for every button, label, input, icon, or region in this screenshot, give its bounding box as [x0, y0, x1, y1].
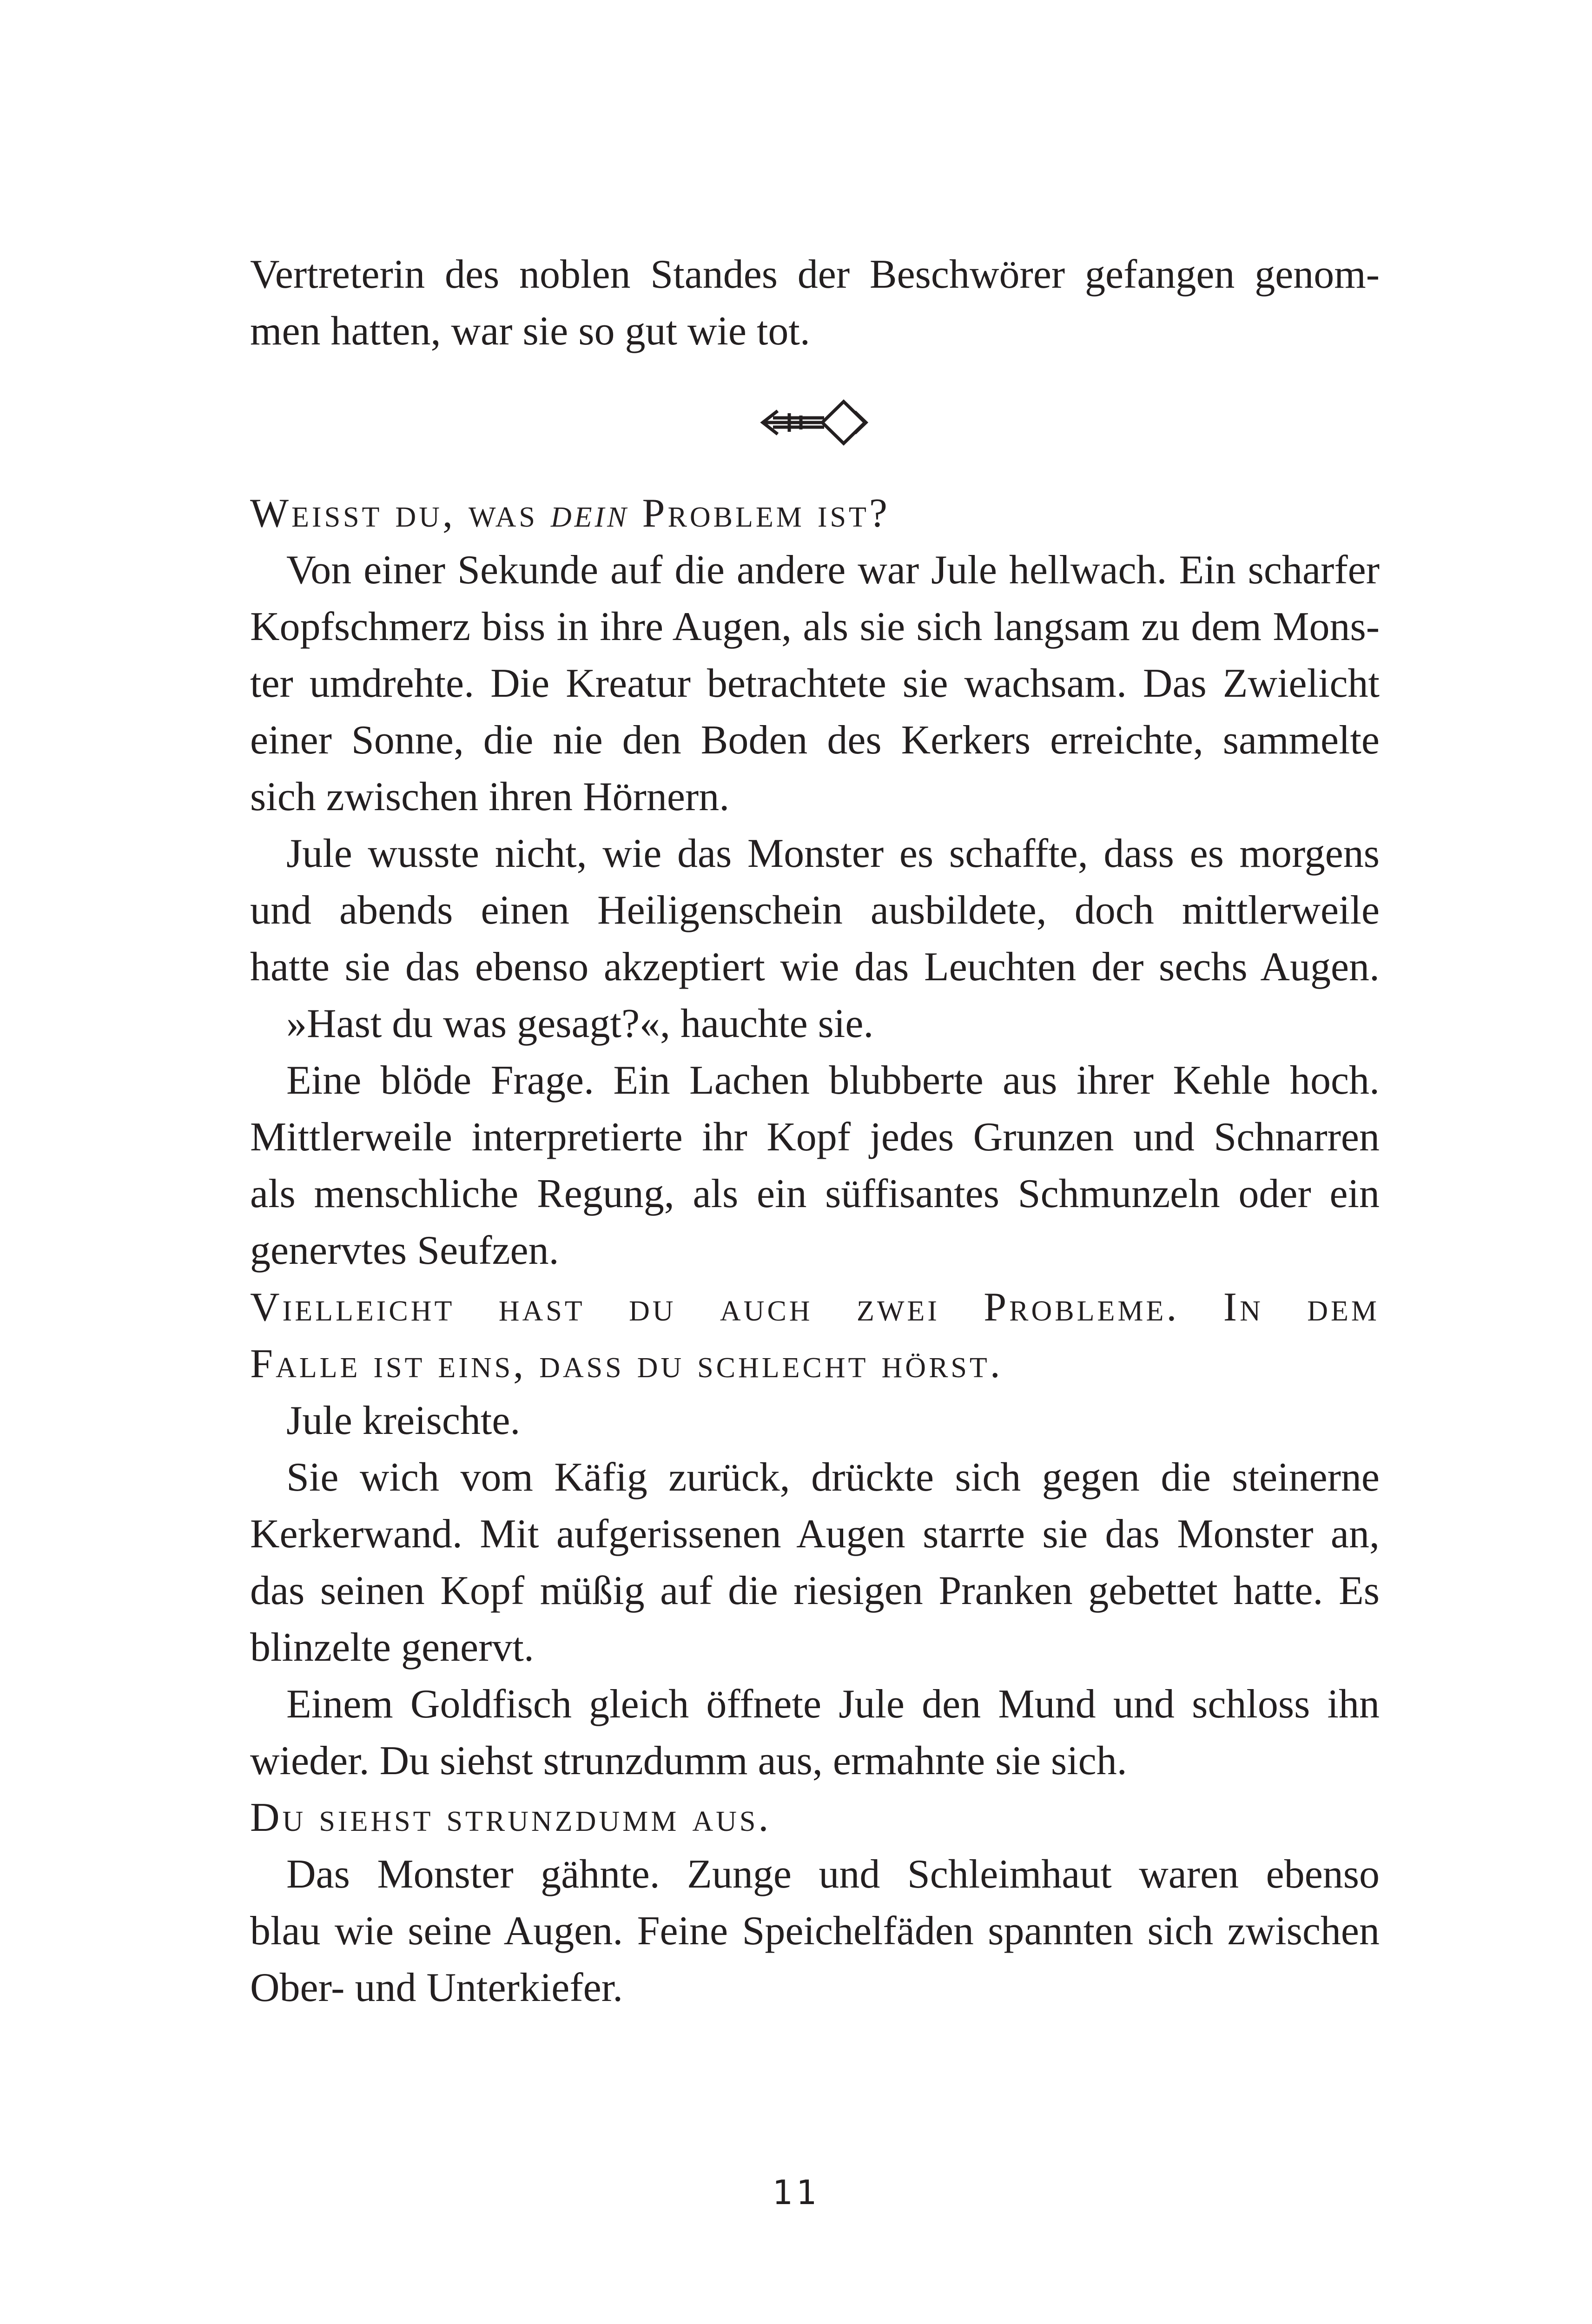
text-line: ter umdrehte. Die Kreatur betrachtete sie wachsam. Das Zwielicht	[250, 661, 1380, 706]
text-line: einer Sonne, die nie den Boden des Kerkers erreichte, sammelte	[250, 718, 1380, 763]
text-line: das seinen Kopf müßig auf die riesigen Pranken gebettet hatte. Es	[250, 1568, 1380, 1613]
paragraph-5	[250, 1393, 1380, 1449]
text-line: und abends einen Heiligenschein ausbildete, doch mittlerweile	[250, 888, 1380, 933]
text-line: genervtes Seufzen.	[250, 1228, 559, 1273]
text-line: Eine blöde Frage. Ein Lachen blubberte aus ihrer Kehle hoch.	[286, 1058, 1380, 1103]
text-line: sich zwischen ihren Hörnern.	[250, 774, 730, 819]
text-line: men hatten, war sie so gut wie tot.	[250, 309, 810, 354]
paragraph-7	[250, 1676, 1380, 1789]
paragraph-6	[250, 1449, 1380, 1676]
paragraph-3	[250, 996, 1380, 1052]
paragraph-8	[250, 1846, 1380, 2016]
monster-speech-line	[250, 485, 1380, 542]
section-break-ornament	[250, 360, 1380, 485]
arrow-diamond-ornament-icon	[745, 392, 885, 453]
text-line: blau wie seine Augen. Feine Speichelfäden spannten sich zwischen	[250, 1908, 1380, 1954]
monster-speech-1	[250, 485, 1380, 542]
text-line: als menschliche Regung, als ein süffisantes Schmunzeln oder ein	[250, 1171, 1380, 1216]
speech-segment: Weisst du, was	[250, 491, 551, 536]
text-line: Jule kreischte.	[286, 1398, 521, 1443]
text-line: Vertreterin des noblen Standes der Beschwörer gefangen genom-	[250, 252, 1380, 297]
speech-segment: Problem ist?	[629, 491, 890, 536]
text-line: Mittlerweile interpretierte ihr Kopf jedes Grunzen und Schnarren	[250, 1115, 1380, 1160]
monster-speech-2	[250, 1279, 1380, 1393]
paragraph-1	[250, 542, 1380, 825]
text-line: Das Monster gähnte. Zunge und Schleimhaut waren ebenso	[286, 1852, 1380, 1897]
page-number: 11	[772, 2173, 820, 2212]
monster-speech-line: Falle ist eins, dass du schlecht hörst.	[250, 1341, 1003, 1386]
text-line: hatte sie das ebenso akzeptiert wie das Leuchten der sechs Augen.	[250, 944, 1380, 990]
text-line: Von einer Sekunde auf die andere war Jule hellwach. Ein scharfer	[286, 548, 1380, 593]
monster-speech-3	[250, 1789, 1380, 1846]
text-line: blinzelte genervt.	[250, 1625, 534, 1670]
text-line: »Hast du was gesagt?«, hauchte sie.	[286, 1001, 874, 1046]
speech-emphasis: dein	[550, 491, 629, 536]
text-line: Jule wusste nicht, wie das Monster es schaffte, dass es morgens	[286, 831, 1380, 876]
paragraph-2	[250, 825, 1380, 996]
text-line: Kerkerwand. Mit aufgerissenen Augen starrte sie das Monster an,	[250, 1512, 1380, 1557]
intro-paragraph	[250, 246, 1380, 360]
text-line: Sie wich vom Käfig zurück, drückte sich gegen die steinerne	[286, 1455, 1380, 1500]
text-line: Kopfschmerz biss in ihre Augen, als sie sich langsam zu dem Mons-	[250, 604, 1380, 649]
monster-speech-line: Vielleicht hast du auch zwei Probleme. In dem	[250, 1285, 1380, 1330]
text-line: wieder. Du siehst strunzdumm aus, ermahnte sie sich.	[250, 1738, 1127, 1783]
text-line: Ober- und Unterkiefer.	[250, 1965, 623, 2010]
book-page-body	[250, 246, 1380, 2016]
text-line: Einem Goldfisch gleich öffnete Jule den Mund und schloss ihn	[286, 1682, 1380, 1727]
monster-speech-line: Du siehst strunzdumm aus.	[250, 1795, 772, 1840]
paragraph-4	[250, 1052, 1380, 1279]
